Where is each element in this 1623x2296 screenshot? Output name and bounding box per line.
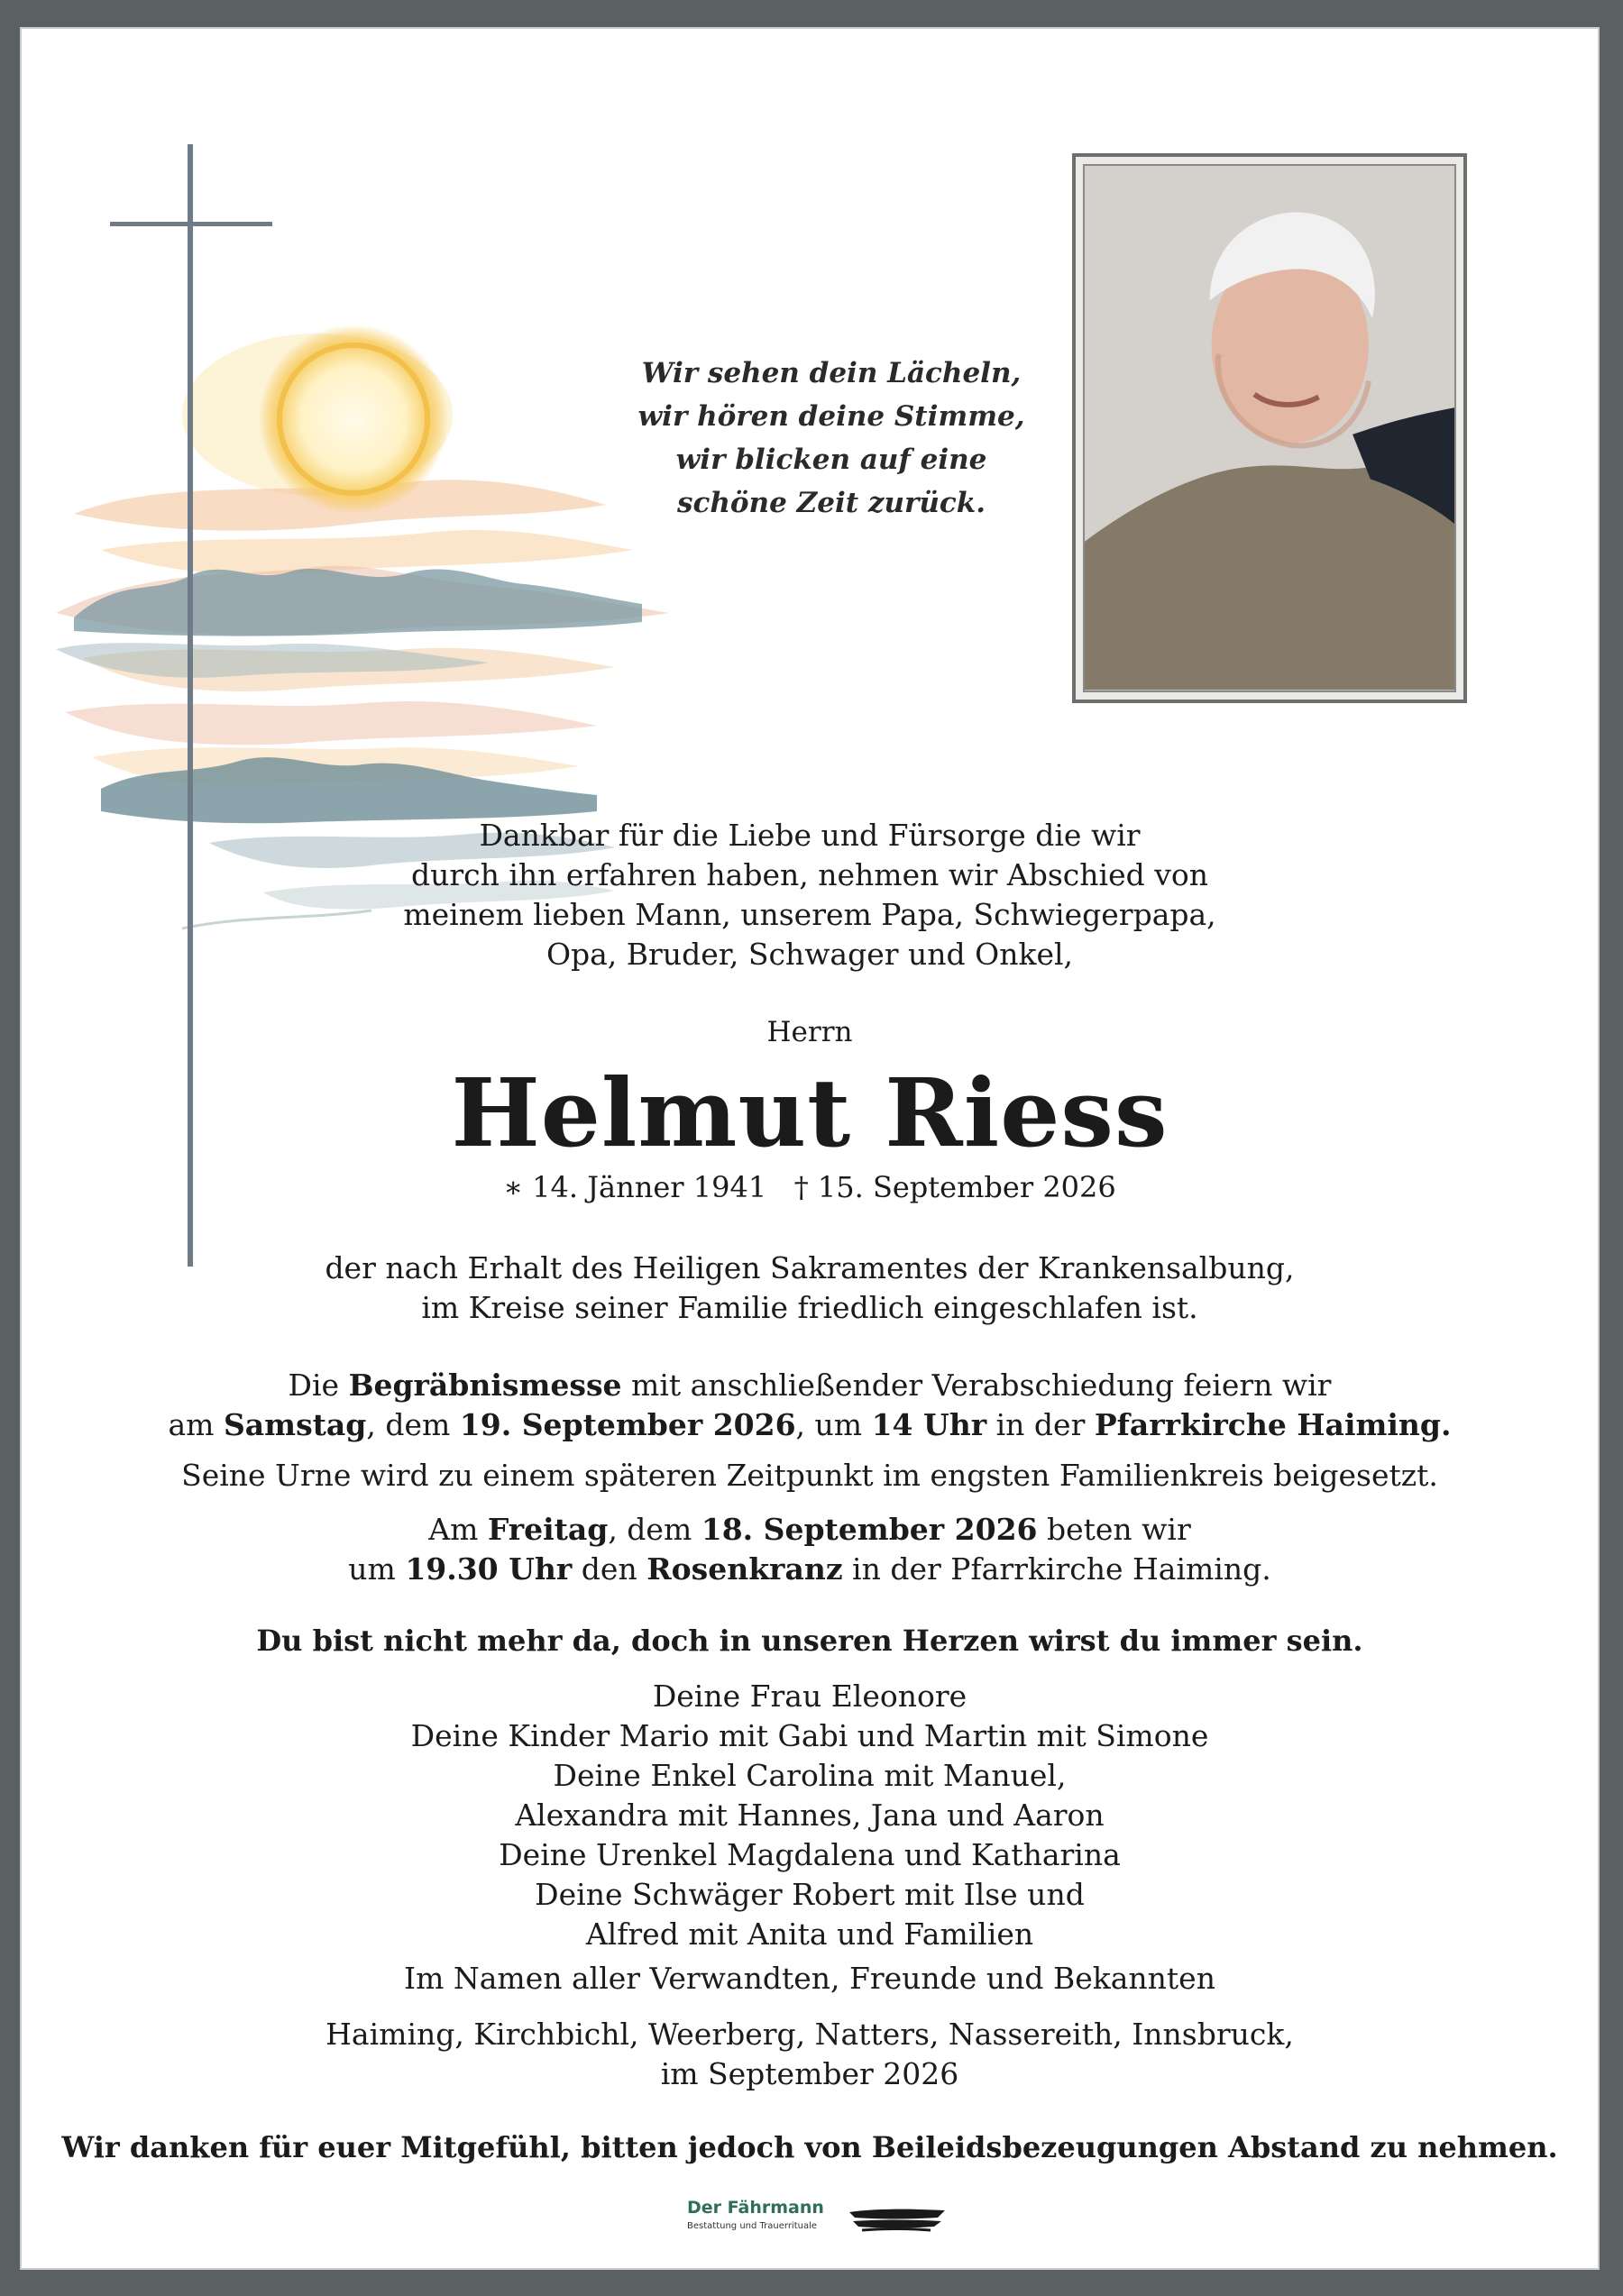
quote-line: wir blicken auf eine [675, 444, 987, 476]
intro-text [20, 816, 1600, 974]
sacrament-text [20, 1249, 1600, 1328]
intro-line: meinem lieben Mann, unserem Papa, Schwiegerpapa, [403, 897, 1216, 932]
parte-sheet [20, 27, 1600, 2270]
birth-date: 14. Jänner 1941 [532, 1170, 767, 1204]
life-dates [20, 1167, 1600, 1207]
motto: Du bist nicht mehr da, doch in unseren Herzen wirst du immer sein. [256, 1624, 1363, 1658]
boat-icon [848, 2203, 947, 2236]
memorial-quote [597, 352, 1066, 525]
mourner-line: Deine Kinder Mario mit Gabi und Martin mit Simone [410, 1718, 1209, 1753]
intro-line: Dankbar für die Liebe und Fürsorge die wir [479, 818, 1141, 853]
on-behalf-text: Im Namen aller Verwandten, Freunde und Bekannten [404, 1961, 1215, 1996]
mourners-list [20, 1677, 1600, 1954]
sacrament-line: der nach Erhalt des Heiligen Sakramentes der Krankensalbung, [325, 1250, 1295, 1285]
places-date [20, 2015, 1600, 2094]
intro-line: durch ihn erfahren haben, nehmen wir Abschied von [411, 857, 1208, 892]
death-date: 15. September 2026 [817, 1170, 1116, 1204]
mourner-line: Alfred mit Anita und Familien [585, 1916, 1034, 1952]
sun [259, 325, 448, 514]
rosary-text [20, 1510, 1600, 1589]
quote-line: schöne Zeit zurück. [677, 487, 986, 519]
mourner-line: Alexandra mit Hannes, Jana und Aaron [515, 1797, 1105, 1833]
death-symbol: † [793, 1170, 809, 1204]
mourner-line: Deine Urenkel Magdalena und Katharina [499, 1837, 1121, 1872]
mourner-line: Deine Frau Eleonore [652, 1679, 967, 1714]
mourner-line: Deine Schwäger Robert mit Ilse und [535, 1877, 1085, 1912]
quote-line: wir hören deine Stimme, [637, 400, 1025, 433]
rosary-line: Am Freitag, dem 18. September 2026 beten wir [428, 1512, 1191, 1547]
service-line: Die Begräbnismesse mit anschließender Verabschiedung feiern wir [288, 1368, 1332, 1403]
funeral-home-logo [687, 2198, 958, 2248]
mourner-line: Deine Enkel Carolina mit Manuel, [553, 1758, 1067, 1793]
deceased-name: Helmut Riess [451, 1057, 1169, 1168]
birth-symbol: ∗ [503, 1170, 523, 1204]
rosary-line: um 19.30 Uhr den Rosenkranz in der Pfarrkirche Haiming. [348, 1551, 1271, 1587]
logo-name: Der Fährmann [687, 2198, 824, 2218]
funeral-service-text [20, 1366, 1600, 1445]
urn-text: Seine Urne wird zu einem späteren Zeitpunkt im engsten Familienkreis beigesetzt. [181, 1458, 1438, 1493]
sacrament-line: im Kreise seiner Familie friedlich eingeschlafen ist. [421, 1290, 1198, 1325]
places-line: Haiming, Kirchbichl, Weerberg, Natters, Nassereith, Innsbruck, [326, 2017, 1294, 2052]
thanks-note: Wir danken für euer Mitgefühl, bitten jedoch von Beileidsbezeugungen Abstand zu nehmen. [61, 2130, 1558, 2164]
service-line: am Samstag, dem 19. September 2026, um 14 Uhr in der Pfarrkirche Haiming. [168, 1407, 1452, 1442]
quote-line: Wir sehen dein Lächeln, [641, 357, 1022, 389]
salutation: Herrn [766, 1016, 853, 1048]
places-line: im September 2026 [660, 2056, 959, 2091]
logo-subtitle: Bestattung und Trauerrituale [687, 2221, 818, 2231]
portrait-photo [1083, 164, 1456, 692]
portrait-frame [1072, 153, 1467, 703]
intro-line: Opa, Bruder, Schwager und Onkel, [546, 937, 1074, 972]
